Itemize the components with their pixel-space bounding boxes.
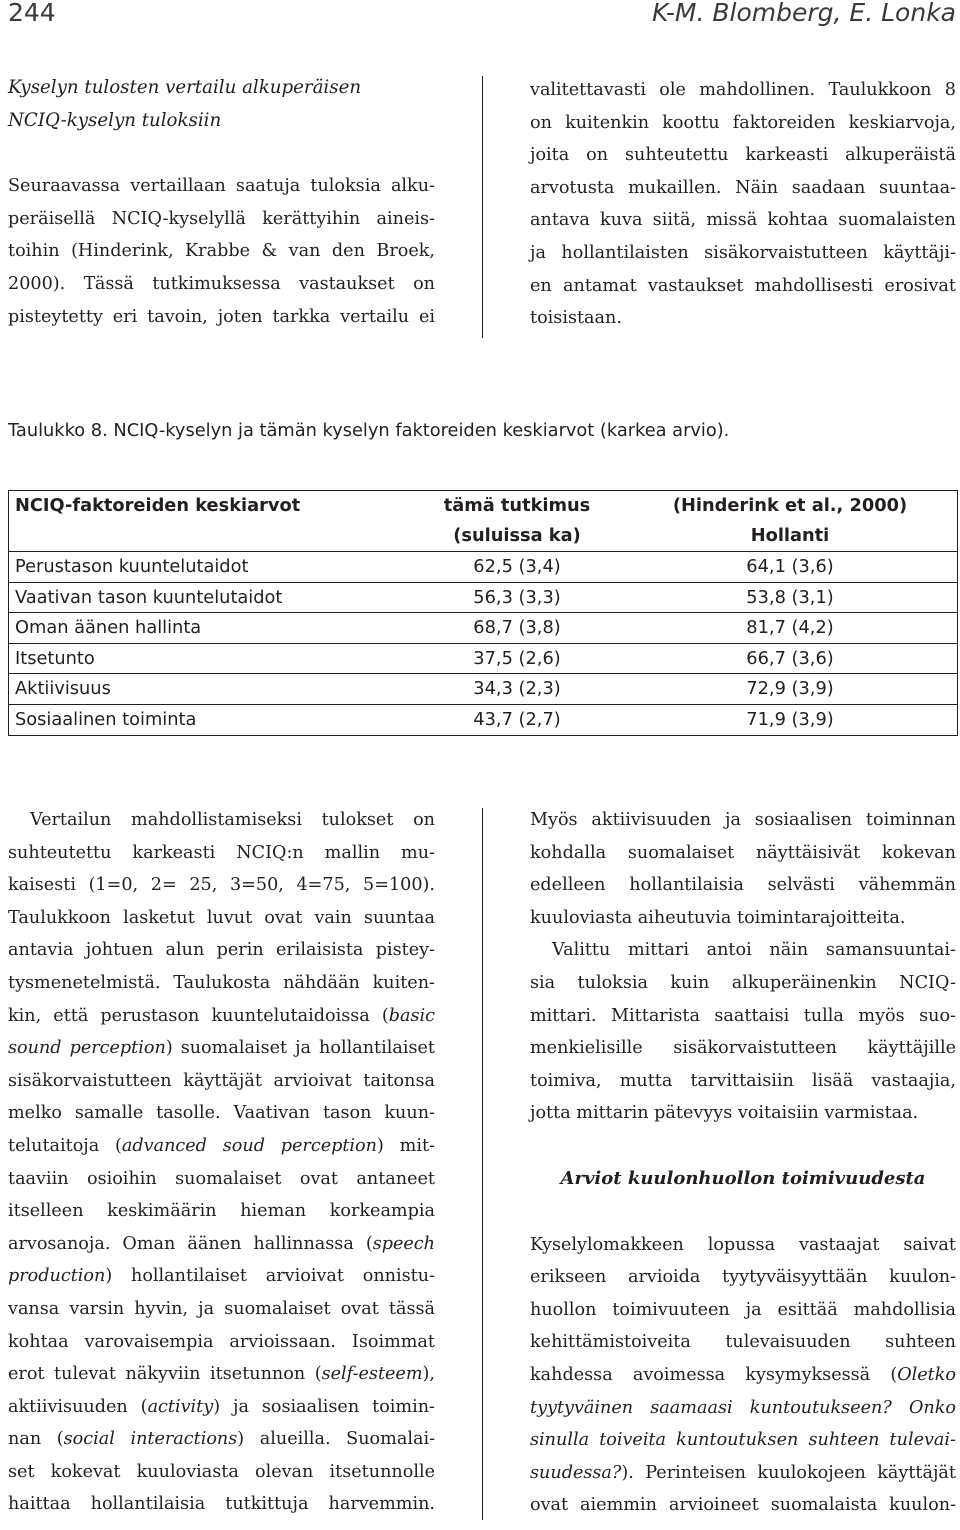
text-line: Seuraavassa vertaillaan saatuja tuloksia alku- [8, 176, 435, 197]
cell-factor: Vaativan tason kuuntelutaidot [9, 582, 412, 613]
section-heading-line: NCIQ-kyselyn tuloksiin [8, 109, 222, 131]
text-line: sia tuloksia kuin alkuperäinenkin NCIQ- [530, 972, 956, 993]
table-row [9, 674, 958, 705]
cell-hinderink: 81,7 (4,2) [623, 613, 958, 644]
text-line: haittaa hollantilaisia tutkittuja harvemmin. [8, 1494, 435, 1515]
bottom-left-column [8, 804, 435, 1521]
text-line: antavia johtuen alun perin erilaisista pistey- [8, 940, 435, 961]
cell-hinderink: 71,9 (3,9) [623, 704, 958, 735]
cell-hinderink: 72,9 (3,9) [623, 674, 958, 705]
text-line: ovat aiemmin arvioineet suomalaista kuulon- [530, 1495, 956, 1516]
cell-hinderink: 53,8 (3,1) [623, 582, 958, 613]
text-line: ja hollantilaisten sisäkorvaistutteen käyttäji- [530, 242, 956, 263]
text-line: Myös aktiivisuuden ja sosiaalisen toiminnan [530, 810, 956, 830]
text-line: melko samalle tasolle. Vaativan tason kuun- [8, 1103, 435, 1124]
bottom-right-column [530, 804, 956, 1522]
top-right-column [530, 74, 956, 335]
text-line: suudessa?). Perinteisen kuulokojeen käyttäjät [530, 1462, 956, 1483]
results-table [8, 490, 958, 736]
text-line: Valittu mittari antoi näin samansuuntai- [552, 940, 956, 961]
text-line: menkielisille sisäkorvaistutteen käyttäjille [530, 1038, 956, 1059]
text-line: sound perception) suomalaiset ja hollantilaiset [8, 1038, 436, 1059]
column-divider [482, 76, 483, 338]
header-factor: NCIQ-faktoreiden keskiarvot [15, 495, 301, 516]
text-line: sisäkorvaistutteen käyttäjät arvioivat taitonsa [8, 1070, 435, 1091]
section-heading-line: Kyselyn tulosten vertailu alkuperäisen [8, 77, 362, 98]
section-heading: Arviot kuulonhuollon toimivuudesta [560, 1167, 926, 1189]
text-line: 2000). Tässä tutkimuksessa vastaukset on [8, 273, 435, 294]
cell-this-study: 34,3 (2,3) [411, 674, 623, 705]
text-line: jotta mittarin pätevyys voitaisiin varmistaa. [530, 1103, 919, 1124]
cell-hinderink: 64,1 (3,6) [623, 552, 958, 583]
text-line: antava kuva siitä, missä kohtaa suomalaisten [530, 210, 956, 231]
text-line: kuuloviasta aiheutuvia toimintarajoitteita. [530, 907, 906, 928]
table-row [9, 552, 958, 583]
text-line: erikseen arvioida tyytyväisyyttään kuulon- [530, 1267, 956, 1288]
text-line: toimiva, mutta tarvittaisiin lisää vastaajia, [530, 1070, 956, 1091]
text-line: production) hollantilaiset arvioivat onnistu- [8, 1266, 435, 1287]
cell-this-study: 62,5 (3,4) [411, 552, 623, 583]
text-line: set kokevat kuuloviasta olevan itsetunnolle [8, 1461, 435, 1482]
text-line: kohdalla suomalaiset näyttäisivät kokevan [530, 842, 956, 863]
page-number: 244 [8, 0, 56, 27]
table-row [9, 704, 958, 735]
cell-this-study: 68,7 (3,8) [411, 613, 623, 644]
text-line: joita on suhteutettu karkeasti alkuperäistä [530, 145, 956, 166]
header-this-study: tämä tutkimus (suluissa ka) [443, 495, 591, 546]
text-line: en antamat vastaukset mahdollisesti erosivat [530, 275, 956, 296]
text-line: edelleen hollantilaisia selvästi vähemmän [530, 875, 956, 896]
text-line: toihin (Hinderink, Krabbe & van den Broek, [8, 241, 435, 262]
cell-this-study: 56,3 (3,3) [411, 582, 623, 613]
text-line: Vertailun mahdollistamiseksi tulokset on [30, 810, 435, 830]
text-line: telutaitoja (advanced soud perception) mit- [8, 1135, 435, 1156]
column-divider [482, 808, 483, 1520]
text-line: mittari. Mittarista saattaisi tulla myös suo- [530, 1005, 956, 1026]
text-line: aktiivisuuden (activity) ja sosiaalisen toimin- [8, 1396, 435, 1417]
text-line: valitettavasti ole mahdollinen. Taulukkoon 8 [530, 80, 956, 100]
text-line: kahdessa avoimessa kysymyksessä (Oletko [530, 1364, 956, 1385]
text-line: arvosanoja. Oman äänen hallinnassa (speech [8, 1233, 435, 1254]
text-line: Taulukkoon lasketut luvut ovat vain suuntaa [8, 907, 435, 928]
text-line: on kuitenkin koottu faktoreiden keskiarvoja, [530, 112, 956, 133]
cell-factor: Sosiaalinen toiminta [9, 704, 412, 735]
cell-factor: Oman äänen hallinta [9, 613, 412, 644]
text-line: kohtaa varovaisempia arvioissaan. Isoimmat [8, 1331, 435, 1352]
text-line: sinulla toiveita kuntoutuksen suhteen tulevai- [530, 1430, 956, 1451]
text-line: nan (social interactions) alueilla. Suomalai- [8, 1429, 436, 1450]
text-line: vansa varsin hyvin, ja suomalaiset ovat tässä [8, 1298, 435, 1319]
table-caption: Taulukko 8. NCIQ-kyselyn ja tämän kyselyn faktoreiden keskiarvot (karkea arvio). [8, 420, 730, 441]
text-line: itselleen keskimäärin hieman korkeampia [8, 1201, 435, 1222]
table-row [9, 582, 958, 613]
running-header-author: K-M. Blomberg, E. Lonka [652, 0, 956, 27]
top-left-column [8, 72, 435, 333]
text-line: pisteytetty eri tavoin, joten tarkka vertailu ei [8, 306, 435, 327]
text-line: taaviin osioihin suomalaiset ovat antaneet [8, 1168, 435, 1189]
cell-factor: Perustason kuuntelutaidot [9, 552, 412, 583]
text-line: kaisesti (1=0, 2= 25, 3=50, 4=75, 5=100). [8, 875, 435, 896]
text-line: Kyselylomakkeen lopussa vastaajat saivat [530, 1234, 956, 1255]
cell-this-study: 43,7 (2,7) [411, 704, 623, 735]
text-line: peräisellä NCIQ-kyselyllä kerättyihin aineis- [8, 208, 435, 229]
table-row [9, 613, 958, 644]
cell-factor: Aktiivisuus [9, 674, 412, 705]
text-line: suhteutettu karkeasti NCIQ:n mallin mu- [8, 842, 435, 863]
text-line: tyytyväinen saamaasi kuntoutukseen? Onko [530, 1397, 956, 1418]
header-hinderink: (Hinderink et al., 2000) Hollanti [672, 495, 908, 546]
text-line: huollon toimivuuteen ja esittää mahdollisia [530, 1299, 956, 1320]
cell-this-study: 37,5 (2,6) [411, 643, 623, 674]
table-row [9, 643, 958, 674]
text-line: tysmenetelmistä. Taulukosta nähdään kuiten- [8, 972, 435, 993]
text-line: erot tulevat näkyviin itsetunnon (self-esteem), [8, 1364, 435, 1385]
table-header-row [9, 491, 958, 552]
cell-hinderink: 66,7 (3,6) [623, 643, 958, 674]
cell-factor: Itsetunto [9, 643, 412, 674]
text-line: kehittämistoiveita tulevaisuuden suhteen [530, 1332, 956, 1353]
text-line: kin, että perustason kuuntelutaidoissa (basic [8, 1005, 435, 1026]
text-line: arvotusta mukaillen. Näin saadaan suuntaa- [530, 177, 956, 198]
text-line: toisistaan. [530, 308, 622, 329]
